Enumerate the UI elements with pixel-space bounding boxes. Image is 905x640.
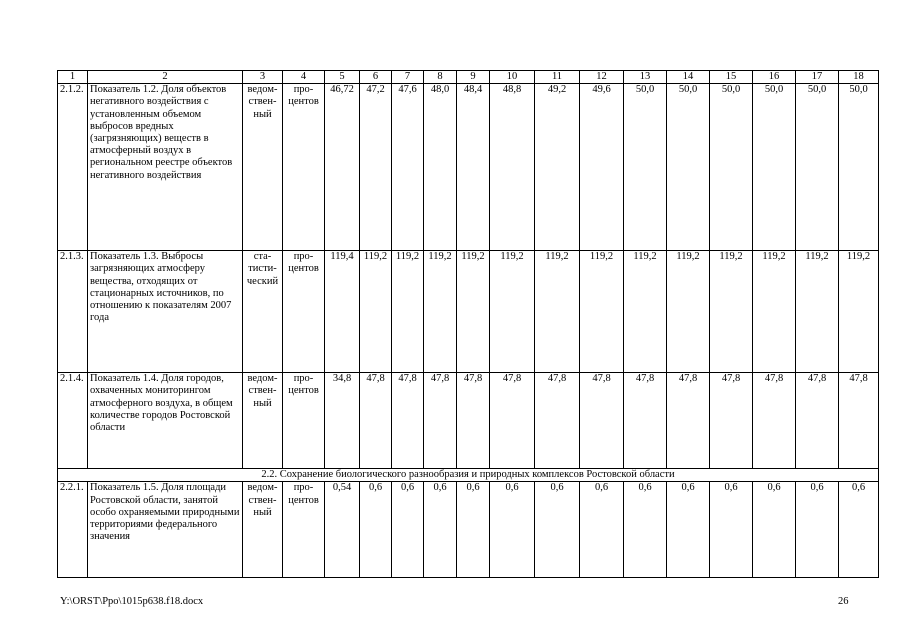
indicator-name: Показатель 1.5. Доля площади Ростовской области, занятой особо охраняемыми природными территориями федерального значения <box>88 482 243 578</box>
value-cell: 47,8 <box>490 373 535 469</box>
value-cell: 119,2 <box>667 251 710 373</box>
value-cell: 119,4 <box>325 251 360 373</box>
header-cell: 4 <box>283 71 325 84</box>
value-cell: 119,2 <box>392 251 424 373</box>
value-cell: 47,8 <box>457 373 490 469</box>
data-source: ста-тисти-ческий <box>243 251 283 373</box>
header-cell: 14 <box>667 71 710 84</box>
header-cell: 17 <box>796 71 839 84</box>
row-number: 2.1.4. <box>58 373 88 469</box>
value-cell: 119,2 <box>580 251 624 373</box>
value-cell: 0,6 <box>360 482 392 578</box>
value-cell: 0,6 <box>424 482 457 578</box>
value-cell: 47,8 <box>624 373 667 469</box>
table-row <box>58 251 879 373</box>
value-cell: 50,0 <box>624 84 667 251</box>
indicator-name: Показатель 1.2. Доля объектов негативного воздействия с установленным объемом выбросов вредных (загрязняющих) веществ в атмосферный воздух в региональном реестре объектов негативного воздействия <box>88 84 243 251</box>
table-row <box>58 482 879 578</box>
value-cell: 48,0 <box>424 84 457 251</box>
data-source: ведом-ствен-ный <box>243 373 283 469</box>
value-cell: 0,6 <box>753 482 796 578</box>
value-cell: 47,8 <box>839 373 879 469</box>
header-cell: 5 <box>325 71 360 84</box>
file-path-footer: Y:\ORST\Ppo\1015p638.f18.docx <box>60 596 204 607</box>
header-cell: 1 <box>58 71 88 84</box>
page-number: 26 <box>838 596 849 607</box>
header-cell: 7 <box>392 71 424 84</box>
indicators-table <box>57 70 879 578</box>
value-cell: 119,2 <box>457 251 490 373</box>
value-cell: 47,6 <box>392 84 424 251</box>
value-cell: 48,4 <box>457 84 490 251</box>
value-cell: 0,6 <box>535 482 580 578</box>
value-cell: 0,6 <box>710 482 753 578</box>
header-cell: 12 <box>580 71 624 84</box>
value-cell: 0,6 <box>490 482 535 578</box>
value-cell: 119,2 <box>796 251 839 373</box>
value-cell: 49,2 <box>535 84 580 251</box>
data-source: ведом-ствен-ный <box>243 84 283 251</box>
header-cell: 2 <box>88 71 243 84</box>
row-number: 2.1.2. <box>58 84 88 251</box>
header-cell: 15 <box>710 71 753 84</box>
section-title: 2.2. Сохранение биологического разнообразия и природных комплексов Ростовской области <box>58 469 879 482</box>
unit: про-центов <box>283 482 325 578</box>
value-cell: 47,8 <box>535 373 580 469</box>
value-cell: 47,8 <box>360 373 392 469</box>
value-cell: 119,2 <box>535 251 580 373</box>
value-cell: 50,0 <box>839 84 879 251</box>
header-cell: 11 <box>535 71 580 84</box>
value-cell: 50,0 <box>710 84 753 251</box>
row-number: 2.2.1. <box>58 482 88 578</box>
value-cell: 0,6 <box>839 482 879 578</box>
indicator-name: Показатель 1.3. Выбросы загрязняющих атмосферу вещества, отходящих от стационарных источников, по отношению к показателям 2007 года <box>88 251 243 373</box>
value-cell: 47,2 <box>360 84 392 251</box>
value-cell: 0,6 <box>457 482 490 578</box>
value-cell: 49,6 <box>580 84 624 251</box>
section-row <box>58 469 879 482</box>
indicator-name: Показатель 1.4. Доля городов, охваченных мониторингом атмосферного воздуха, в общем количестве городов Ростовской области <box>88 373 243 469</box>
value-cell: 119,2 <box>360 251 392 373</box>
header-cell: 3 <box>243 71 283 84</box>
header-cell: 10 <box>490 71 535 84</box>
header-cell: 16 <box>753 71 796 84</box>
value-cell: 47,8 <box>580 373 624 469</box>
value-cell: 119,2 <box>424 251 457 373</box>
value-cell: 119,2 <box>839 251 879 373</box>
value-cell: 50,0 <box>753 84 796 251</box>
value-cell: 0,6 <box>667 482 710 578</box>
value-cell: 119,2 <box>710 251 753 373</box>
value-cell: 0,6 <box>392 482 424 578</box>
unit: про-центов <box>283 373 325 469</box>
value-cell: 47,8 <box>753 373 796 469</box>
value-cell: 50,0 <box>667 84 710 251</box>
header-row <box>58 71 879 84</box>
value-cell: 0,6 <box>580 482 624 578</box>
table-row <box>58 373 879 469</box>
data-source: ведом-ствен-ный <box>243 482 283 578</box>
value-cell: 50,0 <box>796 84 839 251</box>
value-cell: 0,6 <box>796 482 839 578</box>
unit: про-центов <box>283 84 325 251</box>
header-cell: 8 <box>424 71 457 84</box>
unit: про-центов <box>283 251 325 373</box>
value-cell: 34,8 <box>325 373 360 469</box>
value-cell: 47,8 <box>392 373 424 469</box>
row-number: 2.1.3. <box>58 251 88 373</box>
value-cell: 0,54 <box>325 482 360 578</box>
table-row <box>58 84 879 251</box>
header-cell: 13 <box>624 71 667 84</box>
header-cell: 18 <box>839 71 879 84</box>
value-cell: 119,2 <box>753 251 796 373</box>
value-cell: 46,72 <box>325 84 360 251</box>
value-cell: 119,2 <box>624 251 667 373</box>
header-cell: 6 <box>360 71 392 84</box>
header-cell: 9 <box>457 71 490 84</box>
value-cell: 47,8 <box>710 373 753 469</box>
value-cell: 47,8 <box>796 373 839 469</box>
value-cell: 47,8 <box>424 373 457 469</box>
value-cell: 47,8 <box>667 373 710 469</box>
value-cell: 48,8 <box>490 84 535 251</box>
value-cell: 0,6 <box>624 482 667 578</box>
value-cell: 119,2 <box>490 251 535 373</box>
